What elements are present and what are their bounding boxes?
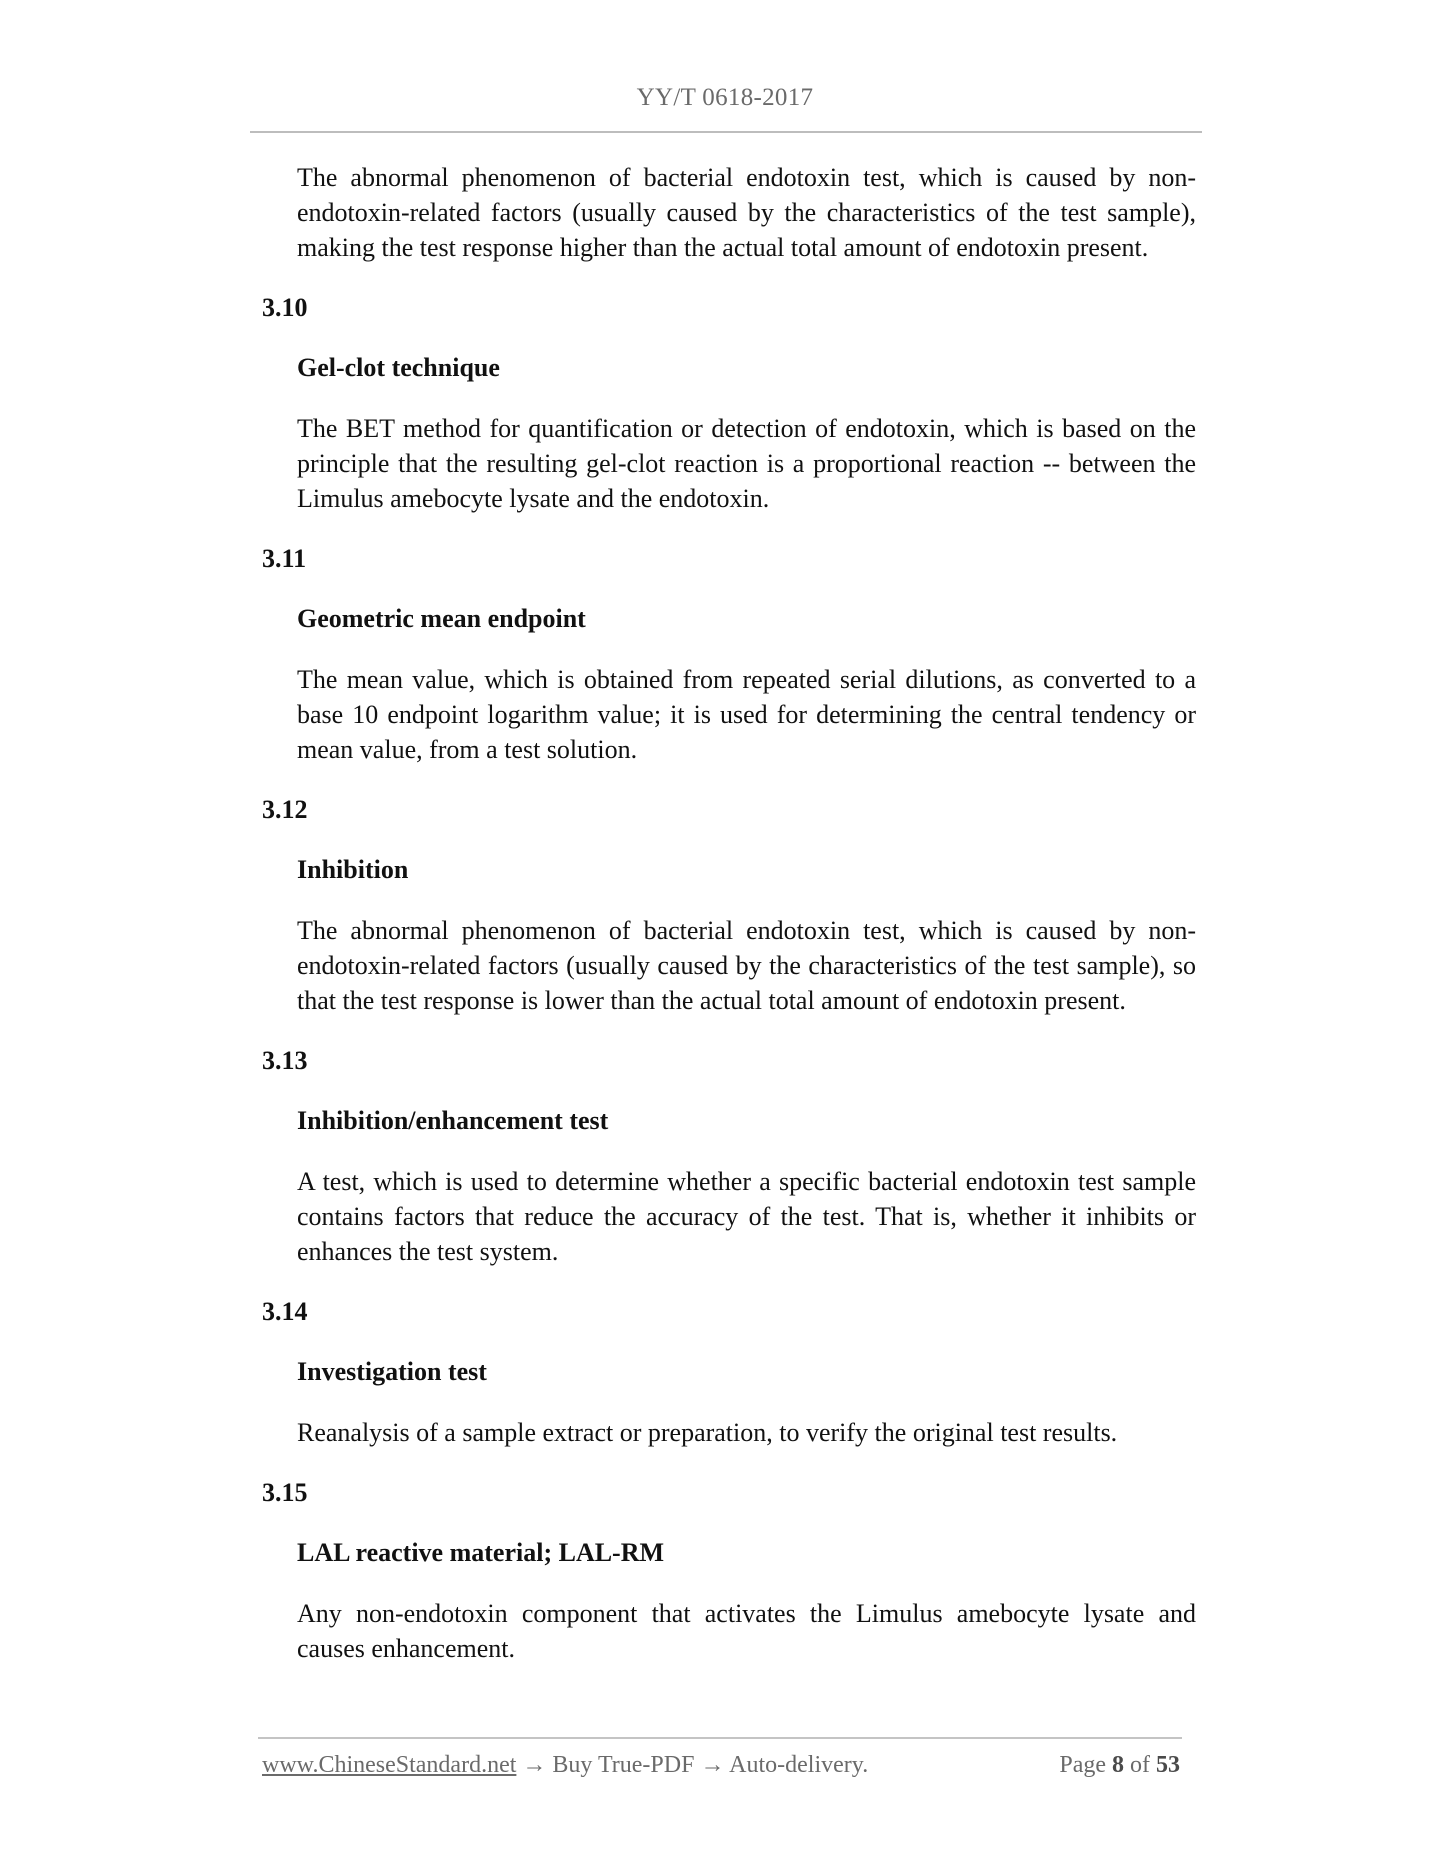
clause-number: 3.13 (262, 1046, 308, 1075)
clause-definition: The BET method for quantification or detection of endotoxin, which is based on the principle that the resulting gel-clot reaction is a proportional reaction -- between the Limulus amebocyte lysate and the endotoxin. (297, 414, 1196, 513)
page-number: 8 (1112, 1752, 1124, 1778)
page-label: Page (1059, 1752, 1106, 1778)
clause-term: Investigation test (297, 1357, 487, 1386)
clause-3-10 (262, 290, 1196, 516)
clause-3-11 (262, 541, 1196, 767)
clause-definition: The abnormal phenomenon of bacterial endotoxin test, which is caused by non-endotoxin-related factors (usually caused by the characteristics of the test sample), so that the test response is lower than the actual total amount of endotoxin present. (297, 916, 1196, 1015)
arrow-right-icon: → (700, 1752, 725, 1778)
total-pages: 53 (1156, 1752, 1180, 1778)
page-counter (1059, 1752, 1180, 1779)
clause-number: 3.11 (262, 544, 307, 573)
clause-number: 3.15 (262, 1478, 308, 1507)
clause-3-14 (262, 1294, 1196, 1450)
document-body (262, 160, 1196, 1666)
clause-number: 3.10 (262, 293, 308, 322)
footer-divider (258, 1737, 1182, 1739)
footer-left (262, 1752, 868, 1779)
clause-term: Geometric mean endpoint (297, 604, 586, 633)
clause-term: LAL reactive material; LAL-RM (297, 1538, 665, 1567)
clause-term: Gel-clot technique (297, 353, 500, 382)
page-footer (262, 1752, 1180, 1779)
buy-text: Buy True-PDF (552, 1752, 695, 1778)
clause-definition: Any non-endotoxin component that activates the Limulus amebocyte lysate and causes enhancement. (297, 1599, 1196, 1663)
clause-definition: The mean value, which is obtained from repeated serial dilutions, as converted to a base 10 endpoint logarithm value; it is used for determining the central tendency or mean value, from a test solution. (297, 665, 1196, 764)
intro-paragraph: The abnormal phenomenon of bacterial endotoxin test, which is caused by non-endotoxin-related factors (usually caused by the characteristics of the test sample), making the test response higher than the actual total amount of endotoxin present. (297, 163, 1196, 262)
clause-term: Inhibition/enhancement test (297, 1106, 609, 1135)
clause-3-15 (262, 1475, 1196, 1666)
header-divider (250, 131, 1202, 133)
site-link[interactable]: www.ChineseStandard.net (262, 1752, 517, 1778)
clause-3-13 (262, 1043, 1196, 1269)
clause-definition: A test, which is used to determine whether a specific bacterial endotoxin test sample contains factors that reduce the accuracy of the test. That is, whether it inhibits or enhances the test system. (297, 1167, 1196, 1266)
delivery-text: Auto-delivery. (729, 1752, 869, 1778)
arrow-right-icon: → (522, 1752, 547, 1778)
clause-number: 3.12 (262, 795, 308, 824)
clause-number: 3.14 (262, 1297, 308, 1326)
clause-definition: Reanalysis of a sample extract or preparation, to verify the original test results. (297, 1418, 1118, 1447)
clause-3-12 (262, 792, 1196, 1018)
of-label: of (1130, 1752, 1150, 1778)
document-code-header: YY/T 0618-2017 (636, 84, 814, 111)
clause-term: Inhibition (297, 855, 409, 884)
